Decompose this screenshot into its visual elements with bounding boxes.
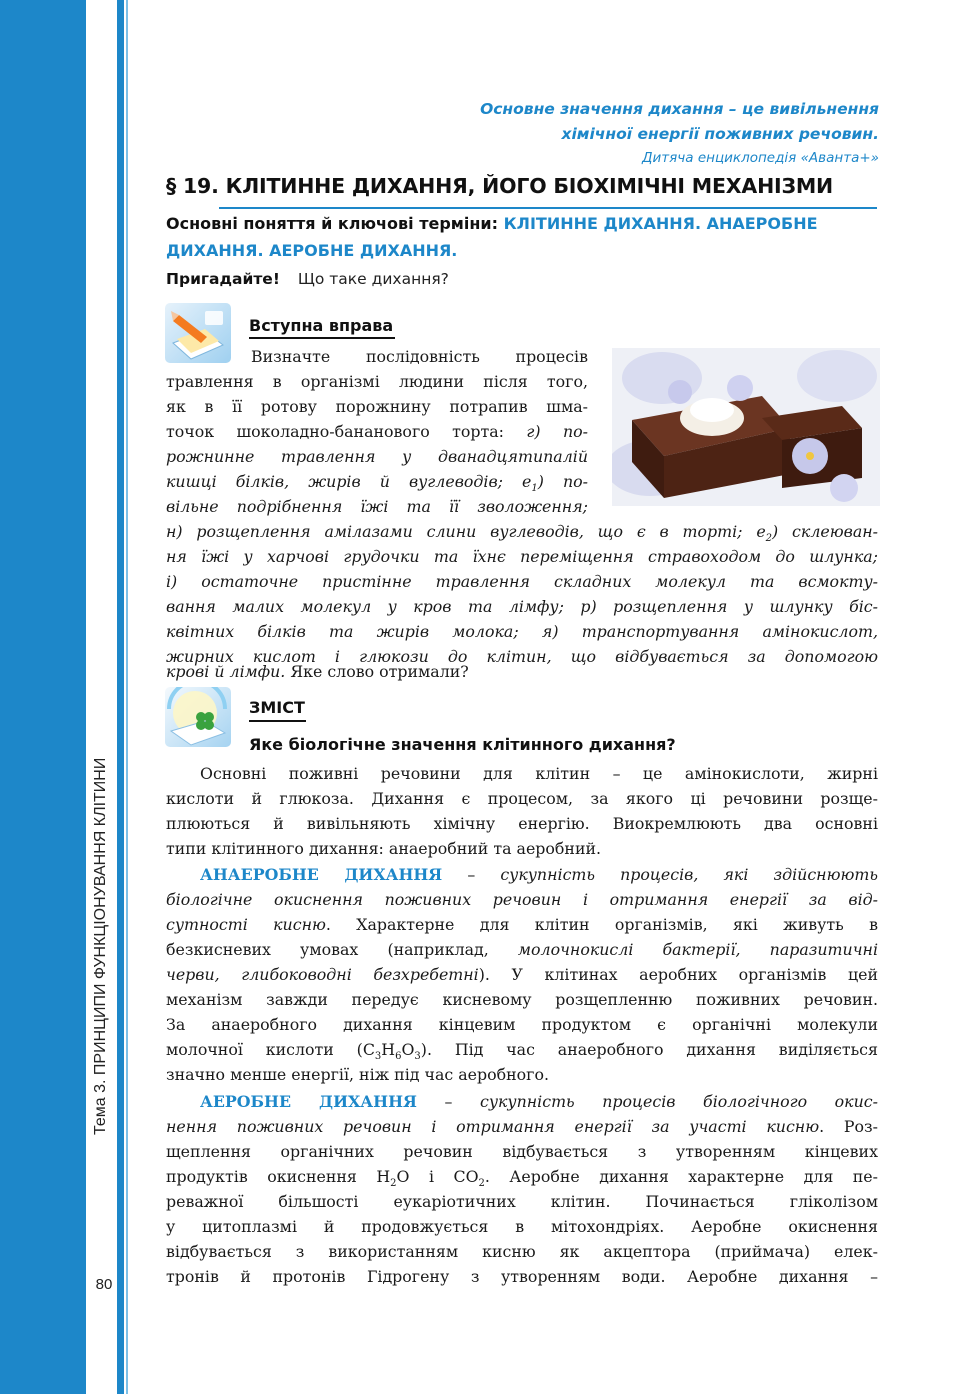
dash: –: [416, 1092, 480, 1111]
subscript: 2: [478, 1178, 485, 1190]
intro-line: [166, 619, 878, 644]
intro-text: г) по-: [526, 422, 588, 441]
intro-text: н) розщеплення амілазами слини вуглеводів, що є в торті;: [166, 522, 757, 541]
intro-line: [166, 659, 878, 684]
intro-text: Яке слово отримали?: [290, 662, 469, 681]
intro-line: і) остаточне пристінне травлення складних молекул та всмокту-: [166, 572, 878, 591]
intro-text: ) по-: [537, 472, 588, 491]
intro-line: [166, 419, 588, 444]
intro-text: е: [522, 472, 532, 491]
section-heading: § 19. КЛІТИННЕ ДИХАННЯ, ЙОГО БІОХІМІЧНІ МЕХАНІЗМИ: [166, 174, 833, 198]
para3-line: реважної більшості еукаріотичних клітин. Починається гліколізом: [166, 1192, 878, 1211]
epigraph-line-2: хімічної енергії поживних речовин.: [561, 125, 879, 143]
subscript: 6: [395, 1051, 402, 1063]
para2-line: механізм завжди передує кисневому розщепленню поживних речовин.: [166, 990, 878, 1009]
para3-line: [166, 1164, 878, 1189]
para2-line: За анаеробного дихання кінцевим продуктом є органічні молекули: [166, 1015, 878, 1034]
intro-text: кишці білків, жирів й вуглеводів;: [166, 472, 523, 491]
para3-text: O і CO: [396, 1167, 479, 1186]
intro-line: [166, 469, 588, 494]
para3-text: продуктів окиснення H: [166, 1167, 391, 1186]
anaerobic-term: АНАЕРОБНЕ ДИХАННЯ: [200, 865, 443, 884]
para3-line: [200, 1089, 878, 1114]
intro-text: точок шоколадно-бананового торта:: [166, 422, 527, 441]
sidebar-thin-band: [126, 0, 128, 1394]
intro-line: Визначте послідовність процесів: [251, 347, 588, 366]
para2-examples: молочнокислі бактерії, паразитичні: [517, 940, 878, 959]
para3-line: [166, 1114, 878, 1139]
para2-text: молочної кислоти (C: [166, 1040, 375, 1059]
para2-text: ). У клітинах аеробних організмів цей: [478, 965, 878, 984]
para1-line: Основні поживні речовини для клітин – це амінокислоти, жирні: [200, 764, 878, 783]
content-title: ЗМІСТ: [249, 698, 305, 717]
para1-line: плюються й вивільняють хімічну енергію. Виокремлюють два основні: [166, 814, 878, 833]
chocolate-cake-photo: [612, 348, 880, 506]
aerobic-definition: сукупність процесів біологічного окис-: [479, 1092, 878, 1111]
para2-line: значно менше енергії, ніж під час аеробного.: [166, 1065, 549, 1084]
epigraph-source: Дитяча енциклопедія «Аванта+»: [641, 150, 879, 166]
key-terms-list: КЛІТИННЕ ДИХАННЯ. АНАЕРОБНЕ ДИХАННЯ. АЕРОБНЕ ДИХАННЯ.: [166, 214, 818, 260]
para3-line: відбувається з використанням кисню як акцептора (приймача) елек-: [166, 1242, 878, 1261]
page-number: 80: [95, 1276, 113, 1293]
key-terms-label: Основні поняття й ключові терміни:: [166, 214, 504, 233]
para2-line: [200, 862, 878, 887]
para3-text: . Аеробне дихання характерне для пе-: [484, 1167, 878, 1186]
key-terms: [166, 210, 886, 264]
intro-line: [166, 519, 878, 544]
para2-line: [166, 912, 878, 937]
aerobic-definition: нення поживних речовин і отримання енергії за участі кисню: [166, 1117, 820, 1136]
para3-line: тронів й протонів Гідрогену з утворенням води. Аеробне дихання –: [166, 1267, 878, 1286]
epigraph-line-1: Основне значення дихання – це вивільнення: [480, 100, 879, 118]
subscript: 3: [374, 1051, 382, 1063]
intro-line: вільне подрібнення їжі та її зволоження;: [166, 497, 588, 516]
subscript: 3: [414, 1051, 421, 1063]
intro-line: [166, 594, 878, 619]
intro-text: квітних білків та жирів молока;: [166, 622, 542, 641]
dash: –: [442, 865, 501, 884]
intro-line: травлення в організмі людини після того,: [166, 372, 588, 391]
content-question: Яке біологічне значення клітинного дихання?: [249, 735, 676, 754]
sidebar-inner-band: [117, 0, 124, 1394]
anaerobic-definition: сутності кисню: [166, 915, 326, 934]
chapter-caption: Тема 3. ПРИНЦИПИ ФУНКЦІОНУВАННЯ КЛІТИНИ: [92, 757, 109, 1135]
para2-line: [166, 1037, 878, 1062]
para1-line: типи клітинного дихання: анаеробний та аеробний.: [166, 839, 602, 858]
para3-line: щеплення органічних речовин відбувається з утворенням кінцевих: [166, 1142, 878, 1161]
para2-line: [166, 962, 878, 987]
intro-text: е: [756, 522, 766, 541]
intro-text: ) склеюван-: [772, 522, 878, 541]
intro-subscript: 1: [531, 483, 538, 495]
para2-text: . Характерне для клітин організмів, які живуть в: [325, 915, 878, 934]
sidebar-band: [0, 0, 86, 1394]
intro-exercise-title: Вступна вправа: [249, 316, 394, 335]
recall-question: Що таке дихання?: [297, 270, 449, 288]
heading-underline: [219, 207, 877, 209]
para2-text: H: [381, 1040, 396, 1059]
intro-text: я) транспортування амінокислот,: [541, 622, 878, 641]
intro-text: вання малих молекул у кров та лімфу;: [166, 597, 581, 616]
para2-line: біологічне окиснення поживних речовин і отримання енергії за від-: [166, 890, 878, 909]
para3-text: . Роз-: [819, 1117, 878, 1136]
clover-sun-icon: [165, 687, 231, 747]
intro-title-underline: [249, 337, 395, 339]
intro-line: рожнинне травлення у дванадцятипалій: [166, 447, 588, 466]
content-title-underline: [249, 720, 306, 722]
aerobic-term: АЕРОБНЕ ДИХАННЯ: [200, 1092, 417, 1111]
recall-prompt: [166, 270, 449, 288]
pencil-book-icon: [165, 303, 231, 363]
intro-line: як в її ротову порожнину потрапив шма-: [166, 397, 588, 416]
para1-line: кислоти й глюкоза. Дихання є процесом, за якого ці речовини розще-: [166, 789, 878, 808]
recall-label: Пригадайте!: [166, 270, 280, 288]
subscript: 2: [390, 1178, 397, 1190]
intro-subscript: 2: [765, 533, 773, 545]
intro-line: ня їжі у харчові грудочки та їхнє переміщення стравоходом до шлунка;: [166, 547, 878, 566]
para2-text: O: [401, 1040, 415, 1059]
para2-line: [166, 937, 878, 962]
para3-line: у цитоплазмі й продовжується в мітохондріях. Аеробне окиснення: [166, 1217, 878, 1236]
intro-text: р) розщеплення у шлунку біс-: [580, 597, 878, 616]
intro-text: крові й лімфи.: [166, 662, 291, 681]
anaerobic-definition: сукупність процесів, які здійснюють: [500, 865, 878, 884]
para2-text: безкисневих умовах (наприклад,: [166, 940, 518, 959]
sidebar-gap: [86, 0, 117, 1394]
para2-text: ). Під час анаеробного дихання виділяється: [420, 1040, 879, 1059]
intro-line: жирних кислот і глюкози до клітин, що відбувається за допомогою: [166, 647, 878, 666]
para2-examples: черви, глибоководні безхребетні: [166, 965, 479, 984]
